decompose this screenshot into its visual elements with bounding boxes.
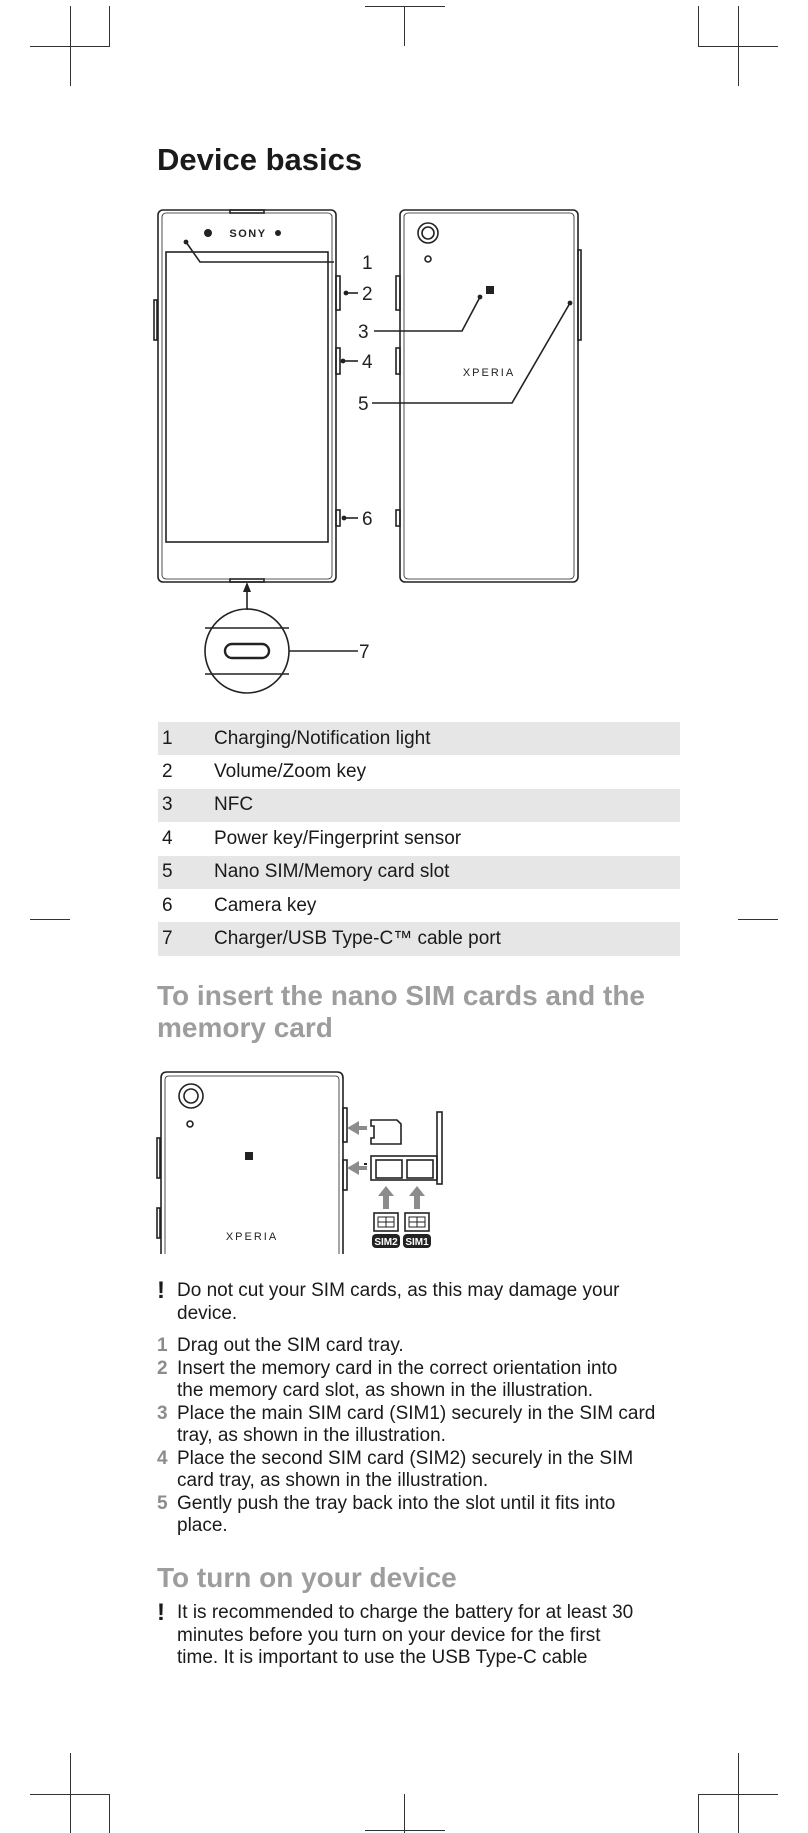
sim-heading-line2: memory card <box>157 1012 333 1043</box>
note-line: minutes before you turn on your device for the first <box>177 1624 601 1646</box>
step-line: tray, as shown in the illustration. <box>177 1425 446 1446</box>
step-number: 4 <box>157 1447 168 1469</box>
page-title: Device basics <box>157 142 363 177</box>
part-label: NFC <box>214 789 680 822</box>
sim2-label: SIM2 <box>374 1237 398 1248</box>
callout-2: 2 <box>362 284 373 305</box>
step-line: card tray, as shown in the illustration. <box>177 1470 489 1491</box>
warning-icon: ! <box>157 1599 165 1626</box>
back-phone-body <box>400 210 578 582</box>
part-number: 1 <box>158 722 214 755</box>
part-label: Nano SIM/Memory card slot <box>214 856 680 889</box>
part-label: Volume/Zoom key <box>214 761 367 783</box>
callout-1: 1 <box>362 253 373 274</box>
table-row <box>158 789 680 822</box>
table-row <box>158 922 680 955</box>
front-phone-body <box>158 210 336 582</box>
step-line: place. <box>177 1515 228 1536</box>
part-number: 2 <box>162 761 173 783</box>
part-label: Camera key <box>214 894 317 916</box>
part-number: 6 <box>162 894 173 916</box>
front-screen <box>166 252 328 542</box>
step-line: Gently push the tray back into the slot until it fits into <box>177 1492 616 1514</box>
sim-tray-illustration <box>155 1068 465 1258</box>
step-line: the memory card slot, as shown in the illustration. <box>177 1380 594 1401</box>
sim-steps-list <box>157 1335 687 1538</box>
sim-section-heading <box>157 980 645 1044</box>
table-row <box>158 889 680 922</box>
note-line: It is recommended to charge the battery for at least 30 <box>177 1602 634 1623</box>
part-label: Charging/Notification light <box>214 722 680 755</box>
part-label: Power key/Fingerprint sensor <box>214 827 462 849</box>
table-row <box>158 755 680 788</box>
device-basics-illustration <box>150 200 590 710</box>
turn-on-heading: To turn on your device <box>157 1562 457 1593</box>
sim-heading-line1: To insert the nano SIM cards and the <box>157 980 645 1011</box>
list-item <box>157 1448 687 1493</box>
rear-camera <box>418 223 438 243</box>
xperia-logo-text: XPERIA <box>462 367 516 379</box>
table-row <box>158 822 680 855</box>
table-row <box>158 722 680 755</box>
parts-table <box>158 722 680 956</box>
step-number: 3 <box>157 1402 168 1424</box>
callout-7: 7 <box>359 642 370 663</box>
part-label: Charger/USB Type-C™ cable port <box>214 922 680 955</box>
xperia-logo-text-2: XPERIA <box>225 1231 279 1243</box>
part-number: 4 <box>162 827 173 849</box>
step-number: 1 <box>157 1335 168 1356</box>
step-line: Drag out the SIM card tray. <box>177 1335 404 1356</box>
list-item <box>157 1335 687 1358</box>
callout-5: 5 <box>358 394 369 415</box>
warning-icon: ! <box>157 1277 165 1304</box>
sony-brand-text: SONY <box>229 228 267 240</box>
step-number: 2 <box>157 1357 168 1379</box>
callout-3: 3 <box>358 322 369 343</box>
note-line: time. It is important to use the USB Type-C cable <box>177 1647 588 1668</box>
callout-6: 6 <box>362 509 373 530</box>
step-line: Place the second SIM card (SIM2) securely in the SIM <box>177 1447 634 1469</box>
part-number: 5 <box>158 856 214 889</box>
usb-port-zoom <box>205 609 289 693</box>
list-item <box>157 1403 687 1448</box>
callout-4: 4 <box>362 352 373 373</box>
step-line: Insert the memory card in the correct orientation into <box>177 1357 618 1379</box>
part-number: 3 <box>158 789 214 822</box>
step-line: Place the main SIM card (SIM1) securely in the SIM card <box>177 1402 656 1424</box>
table-row <box>158 856 680 889</box>
list-item <box>157 1493 687 1538</box>
sim1-label: SIM1 <box>405 1237 429 1248</box>
note-line: Do not cut your SIM cards, as this may damage your <box>177 1280 620 1301</box>
part-number: 7 <box>158 922 214 955</box>
step-number: 5 <box>157 1492 168 1514</box>
note-line: device. <box>177 1302 238 1324</box>
list-item <box>157 1358 687 1403</box>
